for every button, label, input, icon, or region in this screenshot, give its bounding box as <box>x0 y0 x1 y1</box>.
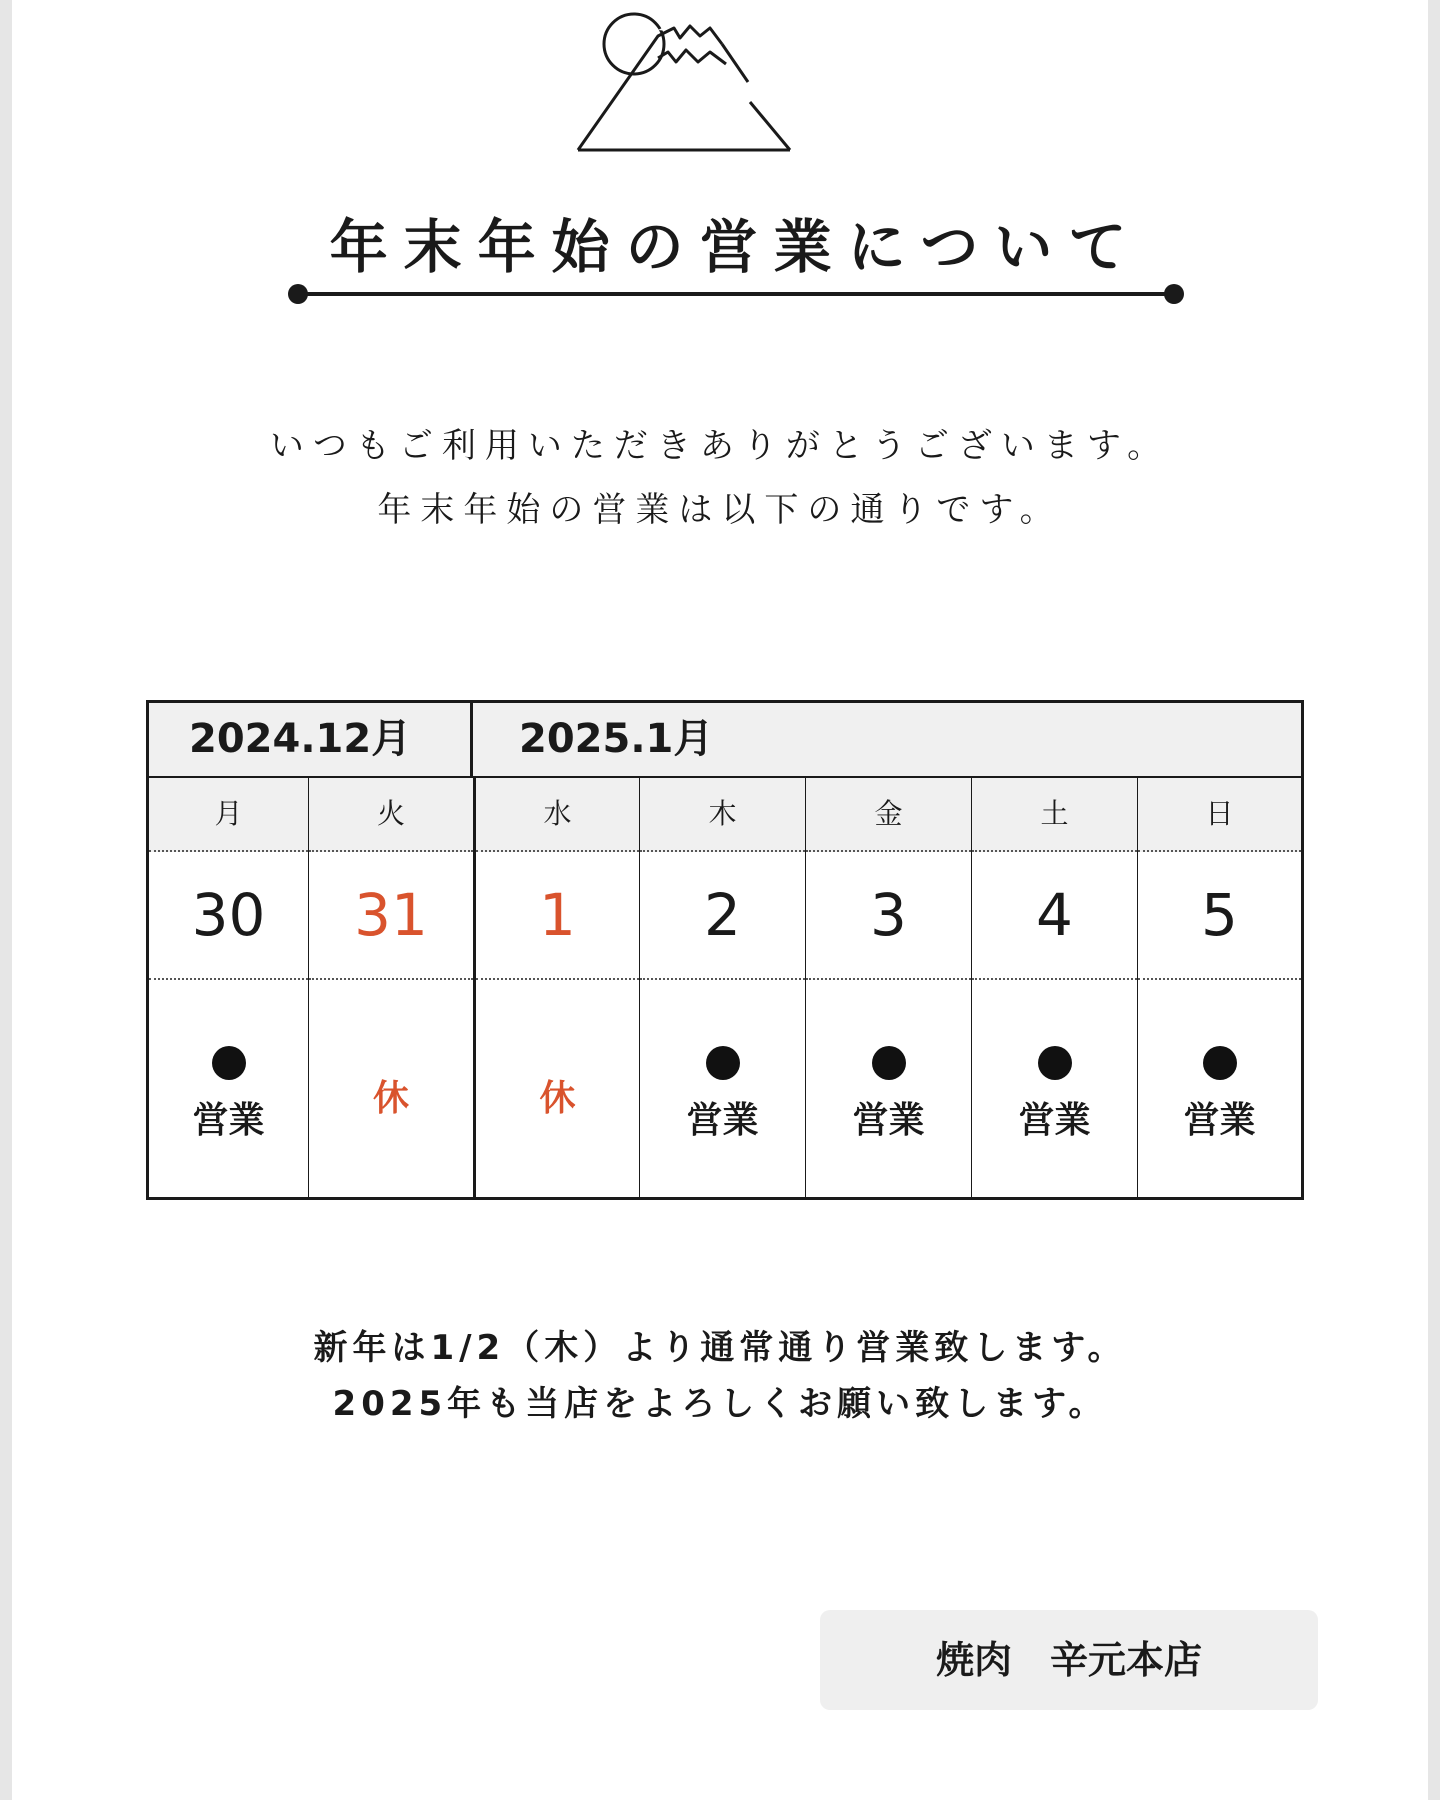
status-open <box>640 980 805 1199</box>
open-dot-icon <box>212 1046 246 1080</box>
mount-fuji-sun-icon <box>576 8 796 156</box>
open-dot-icon <box>1203 1046 1237 1080</box>
closing-line: 2025年も当店をよろしくお願い致します。 <box>332 1384 1108 1424</box>
calendar-day-column <box>805 778 971 1197</box>
status-label: 営業 <box>686 1100 759 1141</box>
status-label: 休 <box>372 1078 409 1119</box>
date-number: 5 <box>1138 852 1301 980</box>
calendar-day-column <box>971 778 1137 1197</box>
calendar-day-column <box>473 778 639 1197</box>
date-number: 1 <box>476 852 639 980</box>
notice-page <box>12 0 1428 1800</box>
open-dot-icon <box>706 1046 740 1080</box>
holiday-calendar <box>146 700 1304 1200</box>
status-open <box>972 980 1137 1199</box>
date-number: 31 <box>309 852 473 980</box>
calendar-day-column <box>639 778 805 1197</box>
calendar-day-column <box>149 778 308 1197</box>
status-open <box>149 980 308 1199</box>
date-number: 2 <box>640 852 805 980</box>
title-underline <box>286 282 1186 306</box>
closing-message <box>12 1320 1428 1432</box>
day-of-week: 日 <box>1138 778 1301 852</box>
intro-message <box>12 414 1428 542</box>
status-closed <box>476 980 639 1199</box>
status-open <box>1138 980 1301 1199</box>
month-header-december: 2024.12月 <box>149 703 473 778</box>
status-closed <box>309 980 473 1199</box>
status-label: 営業 <box>852 1100 925 1141</box>
status-label: 営業 <box>192 1100 265 1141</box>
day-of-week: 金 <box>806 778 971 852</box>
page-title: 年末年始の営業について <box>329 213 1143 281</box>
status-label: 営業 <box>1018 1100 1091 1141</box>
day-of-week: 木 <box>640 778 805 852</box>
month-header-january: 2025.1月 <box>473 703 1301 778</box>
day-of-week: 月 <box>149 778 308 852</box>
day-of-week: 火 <box>309 778 473 852</box>
date-number: 4 <box>972 852 1137 980</box>
day-of-week: 土 <box>972 778 1137 852</box>
calendar-day-column <box>308 778 473 1197</box>
intro-line: いつもご利用いただきありがとうございます。 <box>269 426 1171 466</box>
date-number: 3 <box>806 852 971 980</box>
status-label: 休 <box>539 1078 576 1119</box>
status-label: 営業 <box>1183 1100 1256 1141</box>
closing-line: 新年は1/2（木）より通常通り営業致します。 <box>313 1328 1127 1368</box>
open-dot-icon <box>872 1046 906 1080</box>
store-name-badge: 焼肉 辛元本店 <box>820 1610 1318 1710</box>
calendar-day-column <box>1137 778 1301 1197</box>
day-of-week: 水 <box>476 778 639 852</box>
open-dot-icon <box>1038 1046 1072 1080</box>
intro-line: 年末年始の営業は以下の通りです。 <box>377 490 1063 530</box>
status-open <box>806 980 971 1199</box>
title-block <box>286 214 1186 304</box>
date-number: 30 <box>149 852 308 980</box>
